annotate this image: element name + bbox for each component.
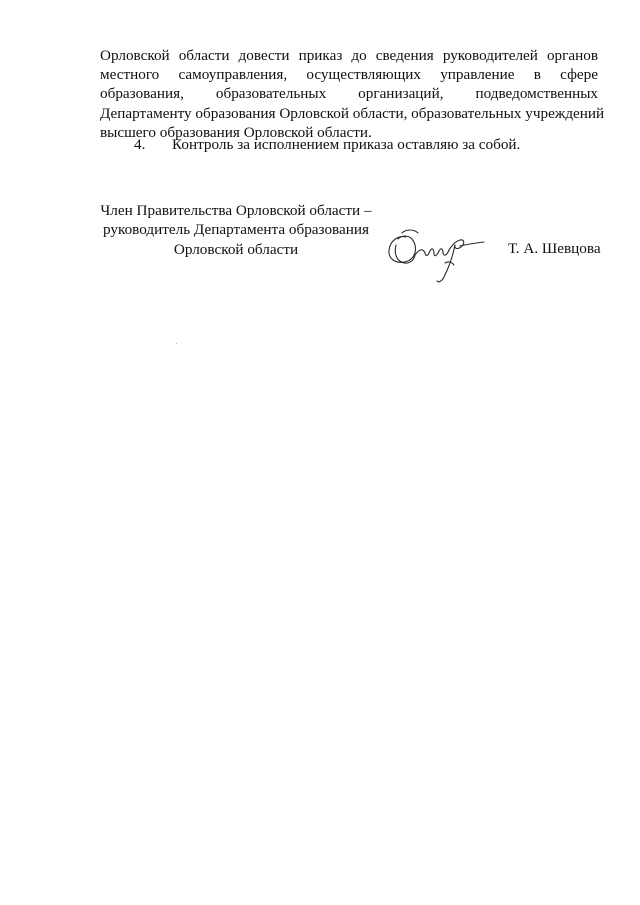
paragraph-line-5: высшего образования Орловской области. xyxy=(100,123,372,141)
paragraph-line-4: Департаменту образования Орловской области, образовательных учреждений xyxy=(100,104,605,122)
list-item-number: 4. xyxy=(134,136,146,153)
handwritten-signature xyxy=(384,223,488,287)
signatory-position-line-2: руководитель Департамента образования xyxy=(102,221,369,239)
paragraph-line-3: образования, образовательных организаций, подведомственных xyxy=(100,85,598,103)
signatory-position xyxy=(96,201,376,259)
signatory-position-line-1: Член Правительства Орловской области – xyxy=(100,202,372,219)
scan-speck xyxy=(176,343,177,344)
signer-name: Т. А. Шевцова xyxy=(508,240,601,257)
paragraph-line-2: местного самоуправления, осуществляющих управление в сфере xyxy=(100,66,598,84)
list-item-text: Контроль за исполнением приказа оставляю за собой. xyxy=(172,136,521,153)
signatory-position-line-3: Орловской области xyxy=(173,240,299,258)
paragraph-line-1: Орловской области довести приказ до сведения руководителей органов xyxy=(100,47,598,64)
paragraph-continuation xyxy=(100,46,605,142)
